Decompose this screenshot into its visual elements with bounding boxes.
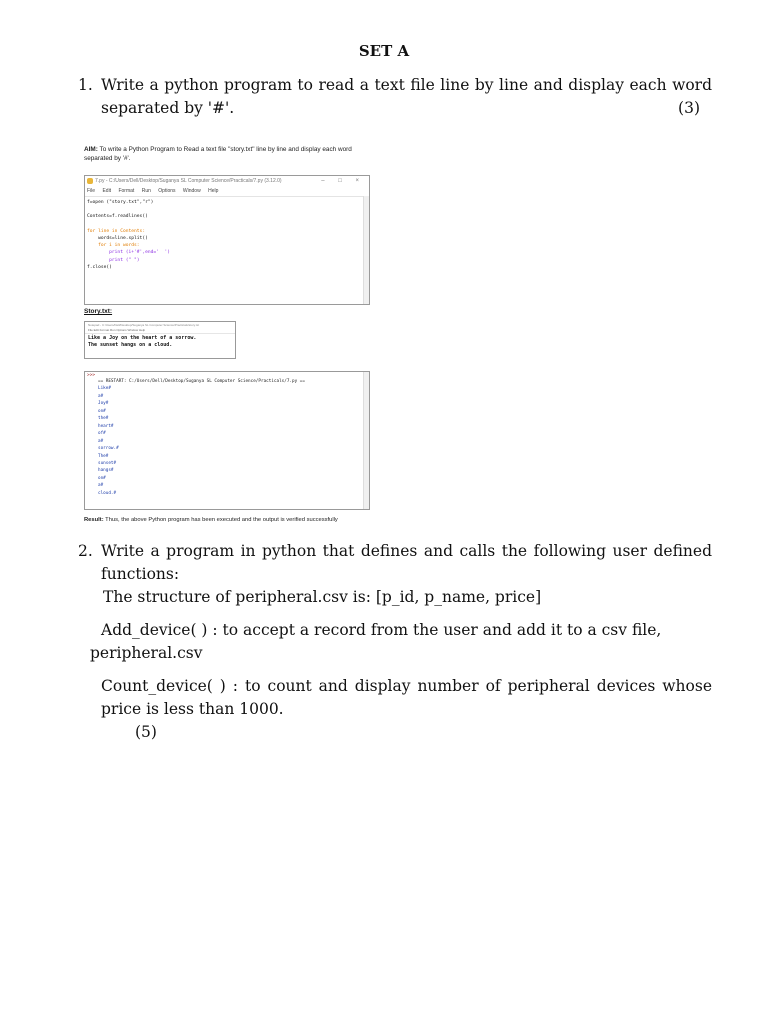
output-line: cloud.# — [98, 490, 117, 496]
shell-prompt: >>> — [87, 373, 96, 378]
result-label: Result: — [84, 517, 104, 523]
story-title-bar: Notepad - C:/Users/Dell/Desktop/Suganya SL Computer Science/Practicals/story.txt — [88, 323, 200, 327]
shell-output — [98, 378, 305, 497]
code-line: for i in words: — [87, 243, 140, 249]
output-line: on# — [98, 408, 106, 414]
shell-scrollbar — [363, 372, 369, 509]
story-label: Story.txt: — [84, 308, 113, 315]
menu-edit: Edit — [102, 188, 112, 194]
question-2 — [78, 540, 712, 744]
code-line: words=line.split() — [87, 236, 148, 242]
question-text — [101, 74, 712, 120]
code-line: Contents=f.readlines() — [87, 214, 148, 220]
output-line: of# — [98, 431, 106, 437]
code-line: f=open ("story.txt","r") — [87, 200, 154, 205]
menu-format: Format — [118, 188, 135, 194]
story-content — [85, 334, 235, 350]
output-line: a# — [98, 393, 104, 399]
menu-help: Help — [208, 188, 219, 194]
code-line: for line in Contents: — [87, 228, 146, 234]
menu-run: Run — [141, 188, 151, 194]
editor-title: 7.py - C:/Users/Dell/Desktop/Suganya SL Computer Science/Practicals/7.py (3.12.0) — [95, 178, 282, 184]
result-body: Thus, the above Python program has been executed and the output is verified successfully — [103, 517, 338, 523]
output-line: sunset# — [98, 460, 117, 466]
story-menu-bar: File Edit Format Run Options Window Help — [85, 328, 235, 334]
editor-menu-bar — [85, 187, 369, 197]
aim-body: To write a Python Program to Read a text file "story.txt" line by line and display each word separated by '#'. — [84, 146, 352, 162]
question-number: 1. — [78, 76, 93, 94]
python-icon — [87, 178, 93, 184]
menu-window: Window — [182, 188, 201, 194]
question-2-intro: Write a program in python that defines and calls the following user defined functions: — [101, 542, 712, 583]
question-number: 2. — [78, 542, 93, 560]
question-1-marks: (3) — [678, 99, 700, 117]
editor-title-bar — [85, 176, 369, 187]
output-line: sorrow.# — [98, 446, 119, 452]
aim-text — [84, 145, 369, 163]
output-line: on# — [98, 475, 106, 481]
story-file-window — [84, 321, 236, 359]
result-text — [84, 517, 374, 523]
output-line: heart# — [98, 423, 114, 429]
add-device-line-1: Add_device( ) : to accept a record from the user and add it to a csv file, — [101, 621, 662, 639]
output-line: hangs# — [98, 468, 114, 474]
restart-line: == RESTART: C:/Users/Dell/Desktop/Suganya SL Computer Science/Practicals/7.py == — [98, 379, 305, 384]
code-line: print (i+'#',end=' ') — [87, 250, 170, 256]
menu-options: Options — [158, 188, 176, 194]
story-line: Like a Joy on the heart of a sorrow. — [88, 335, 197, 341]
menu-file: File — [87, 188, 96, 194]
output-line: The# — [98, 453, 109, 459]
output-line: Like# — [98, 386, 111, 392]
aim-label: AIM: — [84, 146, 98, 153]
code-area — [85, 197, 369, 273]
add-device-line-2: peripheral.csv — [90, 644, 203, 662]
csv-structure: The structure of peripheral.csv is: [p_id, p_name, price] — [103, 588, 542, 606]
code-line: f.close() — [87, 264, 112, 270]
code-line — [87, 206, 367, 213]
story-line: The sunset hangs on a cloud. — [88, 342, 173, 348]
output-line: the# — [98, 416, 109, 422]
idle-editor-window — [84, 175, 370, 305]
python-shell-window — [84, 371, 370, 510]
count-device-description: Count_device( ) : to count and display number of peripheral devices whose price is less than 1000. — [101, 677, 712, 718]
question-2-marks: (5) — [135, 723, 157, 741]
program-figure — [84, 145, 374, 530]
question-1 — [78, 74, 712, 120]
code-line: print (" ") — [87, 257, 140, 263]
output-line: a# — [98, 483, 104, 489]
add-device-description — [90, 619, 712, 665]
output-line: Joy# — [98, 401, 109, 407]
editor-scrollbar — [363, 196, 369, 304]
code-line — [87, 221, 367, 228]
question-1-text: Write a python program to read a text file line by line and display each word separated by '#'. — [101, 76, 712, 117]
set-title: SET A — [358, 42, 410, 60]
output-line: a# — [98, 438, 104, 444]
window-controls: – □ × — [321, 178, 365, 184]
